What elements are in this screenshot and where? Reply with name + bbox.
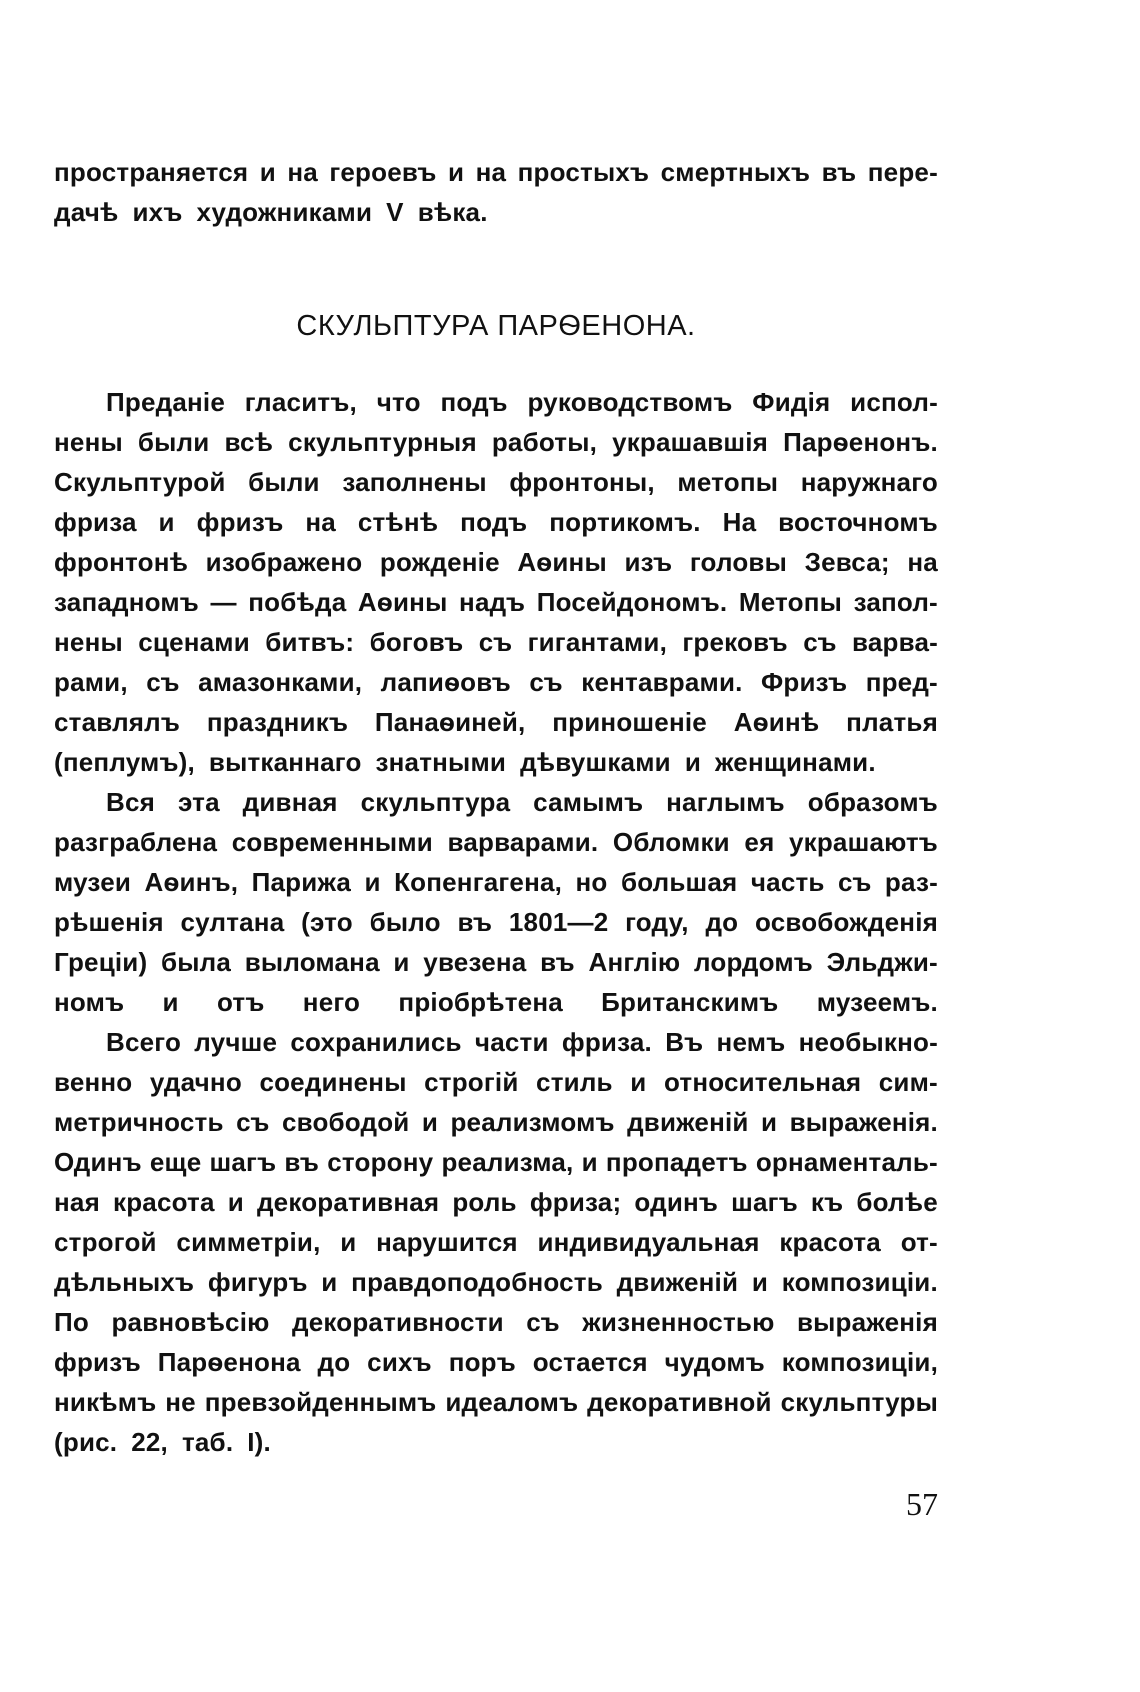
text-line: (пеплумъ), вытканнаго знатными дѣвушками и женщинами. [54,747,876,777]
text-line: Скульптурой были заполнены фронтоны, метопы наружнаго [54,467,938,497]
text-line: венно удачно соединены строгій стиль и относительная сим- [54,1067,938,1097]
text-line: ная красота и декоративная роль фриза; одинъ шагъ къ болѣе [54,1187,938,1217]
text-line: Преданіе гласитъ, что подъ руководствомъ Фидія испол- [106,387,938,417]
page-body [54,152,938,1462]
text-line: пространяется и на героевъ и на простыхъ смертныхъ въ пере- [54,157,938,187]
text-line: фризъ Парѳенона до сихъ поръ остается чудомъ композиціи, [54,1347,938,1377]
text-line: Одинъ еще шагъ въ сторону реализма, и пропадетъ орнаменталь- [54,1147,938,1177]
text-line: музеи Аѳинъ, Парижа и Копенгагена, но большая часть съ раз- [54,867,938,897]
text-line: дачѣ ихъ художниками V вѣка. [54,197,488,227]
text-line: западномъ — побѣда Аѳины надъ Посейдономъ. Метопы запол- [54,587,938,617]
text-line: метричность съ свободой и реализмомъ движеній и выраженія. [54,1107,938,1137]
text-line: ставлялъ праздникъ Панаѳиней, приношеніе Аѳинѣ платья [54,707,938,737]
text-line: фриза и фризъ на стѣнѣ подъ портикомъ. На восточномъ [54,507,938,537]
text-line: Греціи) была выломана и увезена въ Англію лордомъ Эльджи- [54,947,938,977]
text-line: дѣльныхъ фигуръ и правдоподобность движеній и композиціи. [54,1267,938,1297]
paragraph-1 [54,382,938,782]
text-line: нены были всѣ скульптурныя работы, украшавшія Парѳенонъ. [54,427,938,457]
text-line: разграблена современными варварами. Обломки ея украшаютъ [54,827,938,857]
text-line: Вся эта дивная скульптура самымъ наглымъ образомъ [106,787,938,817]
text-line: рами, съ амазонками, лапиѳовъ съ кентаврами. Фризъ пред- [54,667,938,697]
text-line: (рис. 22, таб. I). [54,1427,271,1457]
text-line: номъ и отъ него пріобрѣтена Британскимъ музеемъ. [54,987,938,1017]
text-line: никѣмъ не превзойденнымъ идеаломъ декоративной скульптуры [54,1387,938,1417]
text-line: фронтонѣ изображено рожденіе Аѳины изъ головы Зевса; на [54,547,938,577]
paragraph-2 [54,782,938,1022]
text-line: Всего лучше сохранились части фриза. Въ немъ необыкно- [106,1027,938,1057]
text-line: По равновѣсію декоративности съ жизненностью выраженія [54,1307,938,1337]
text-line: нены сценами битвъ: боговъ съ гигантами, грековъ съ варва- [54,627,938,657]
text-line: строгой симметріи, и нарушится индивидуальная красота от- [54,1227,938,1257]
intro-block [54,152,938,232]
text-line: рѣшенія султана (это было въ 1801—2 году, до освобожденія [54,907,938,937]
section-heading: СКУЛЬПТУРА ПАРѲЕНОНА. [296,310,696,342]
paragraph-3 [54,1022,938,1462]
page-number: 57 [906,1486,938,1522]
